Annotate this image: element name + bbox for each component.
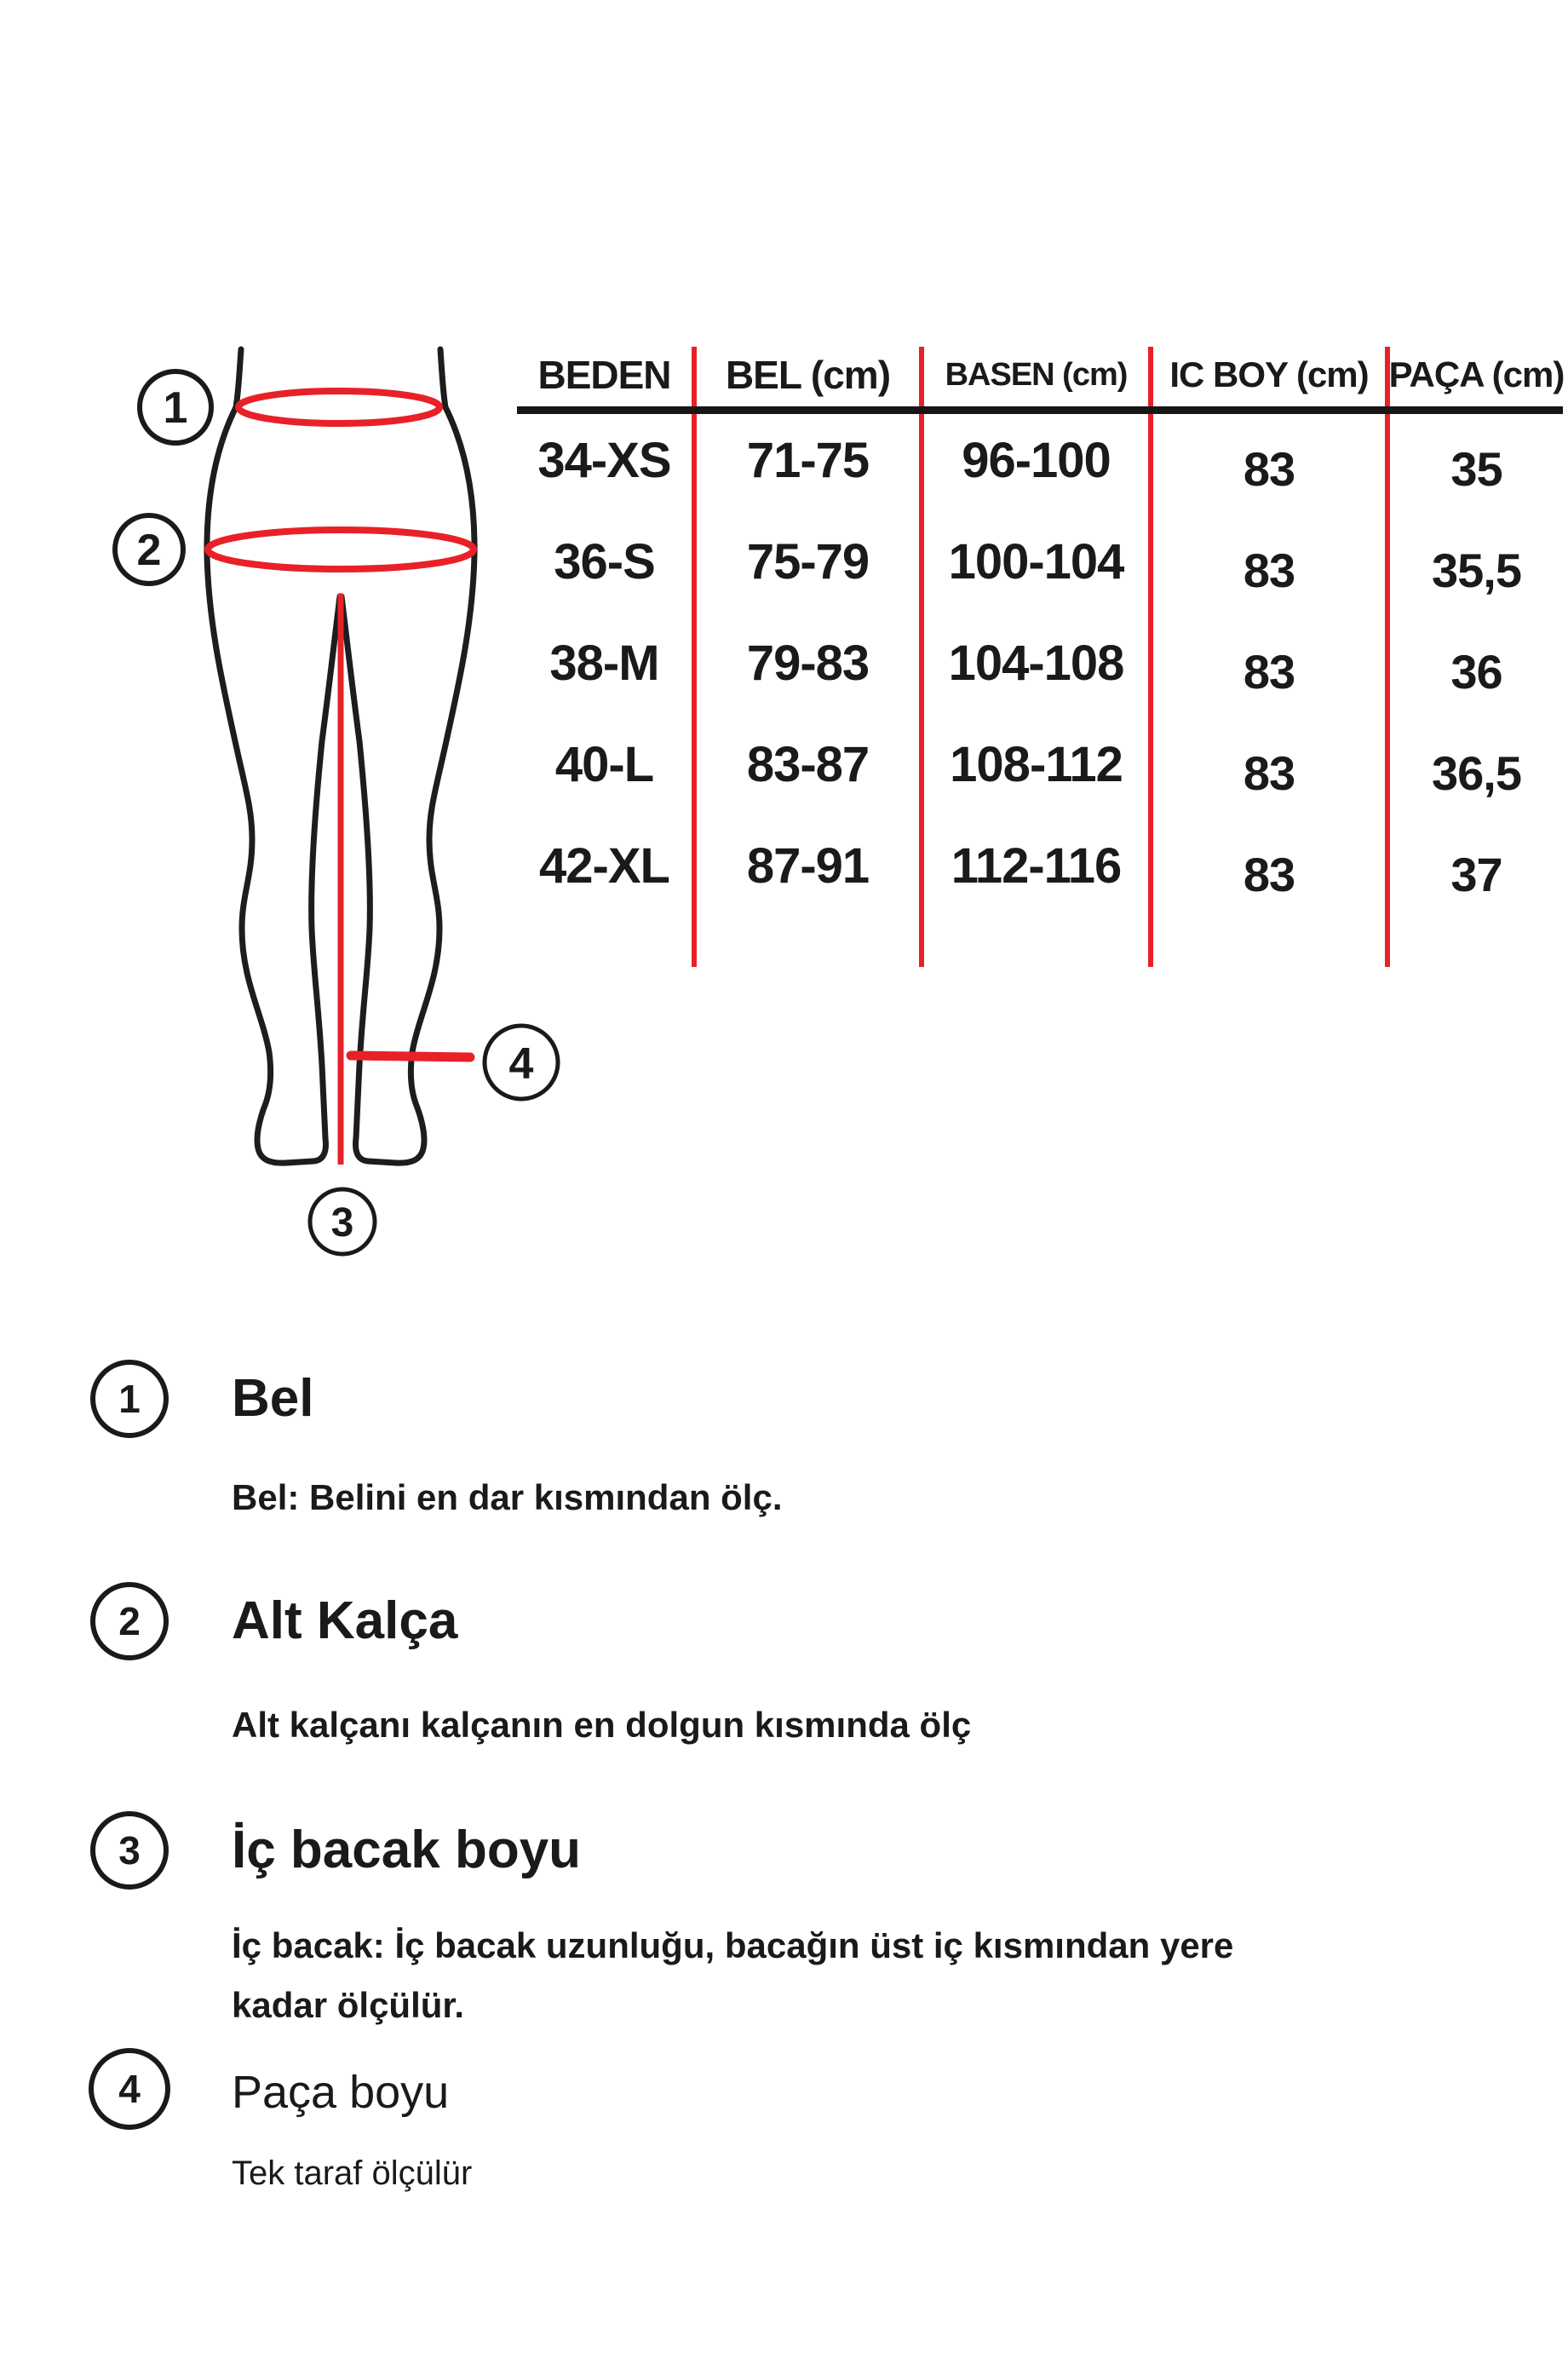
callout-3-number: 3 [330, 1200, 354, 1246]
size-cell: 112-116 [951, 837, 1122, 894]
size-cell: 36,5 [1432, 745, 1521, 800]
callout-4-number: 4 [508, 1039, 534, 1089]
size-cell: 83 [1243, 543, 1295, 597]
size-table [517, 345, 1563, 975]
callout-1-number: 1 [163, 383, 188, 433]
size-cell: 83-87 [746, 736, 870, 792]
legend-title-paca-boyu: Paça boyu [232, 2067, 450, 2118]
waist-measure-line [238, 391, 439, 423]
size-cell: 75-79 [746, 533, 870, 590]
size-cell: 37 [1450, 847, 1502, 901]
size-cell: 79-83 [746, 635, 870, 691]
legend-number: 2 [118, 1599, 141, 1643]
size-cell: 83 [1243, 441, 1295, 496]
legend-description-ic-bacak: İç bacak: İç bacak uzunluğu, bacağın üst iç kısmından yere kadar ölçülür. [232, 1925, 1234, 2025]
legend-description-paca-boyu: Tek taraf ölçülür [232, 2155, 473, 2192]
size-cell: 83 [1243, 644, 1295, 699]
callout-1 [140, 371, 211, 443]
legend-number: 4 [118, 2067, 141, 2111]
size-cell: 108-112 [950, 736, 1123, 792]
callout-2 [115, 515, 183, 584]
legend-title-alt-kalca: Alt Kalça [232, 1591, 458, 1650]
size-cell: 34-XS [537, 432, 671, 488]
measurement-diagram [51, 332, 579, 1269]
size-cell: 96-100 [962, 432, 1111, 488]
legend-description-bel: Bel: Belini en dar kısmından ölç. [232, 1477, 783, 1517]
legend-title-ic-bacak: İç bacak boyu [232, 1821, 582, 1879]
size-cell: 87-91 [746, 837, 870, 894]
body-outline-left-leg [207, 349, 340, 1163]
column-header-bel: BEL (cm) [725, 353, 891, 397]
callout-4 [485, 1026, 558, 1099]
size-cell: 71-75 [746, 432, 870, 488]
size-cell: 42-XL [539, 837, 669, 894]
size-cell: 35 [1450, 441, 1502, 496]
legend-number: 1 [118, 1377, 141, 1421]
legend-title-bel: Bel [232, 1369, 314, 1428]
column-header-basen: BASEN (cm) [945, 356, 1128, 393]
legend-number: 3 [118, 1828, 141, 1873]
legend-description-alt-kalca: Alt kalçanı kalçanın en dolgun kısmında ölç [232, 1705, 972, 1745]
size-cell: 100-104 [948, 533, 1124, 590]
legend-circle-3 [90, 1811, 169, 1890]
column-header-icboy: IC BOY (cm) [1169, 354, 1369, 394]
column-header-paca: PAÇA (cm) [1388, 354, 1565, 394]
size-cell: 38-M [549, 635, 659, 691]
size-cell: 36-S [554, 533, 655, 590]
hip-measure-line [208, 530, 474, 569]
size-cell: 83 [1243, 847, 1295, 901]
legend-circle-1 [90, 1360, 169, 1438]
hem-measure-line [351, 1056, 470, 1057]
body-outline-right-leg [342, 349, 474, 1163]
size-cell: 83 [1243, 745, 1295, 800]
size-cell: 36 [1450, 644, 1502, 699]
size-cell: 40-L [554, 736, 654, 792]
legend-circle-2 [90, 1582, 169, 1660]
callout-3 [310, 1189, 375, 1254]
legend-circle-4 [89, 2048, 170, 2130]
column-header-beden: BEDEN [537, 353, 671, 397]
callout-2-number: 2 [136, 526, 162, 575]
size-cell: 104-108 [948, 635, 1124, 691]
size-cell: 35,5 [1432, 543, 1521, 597]
